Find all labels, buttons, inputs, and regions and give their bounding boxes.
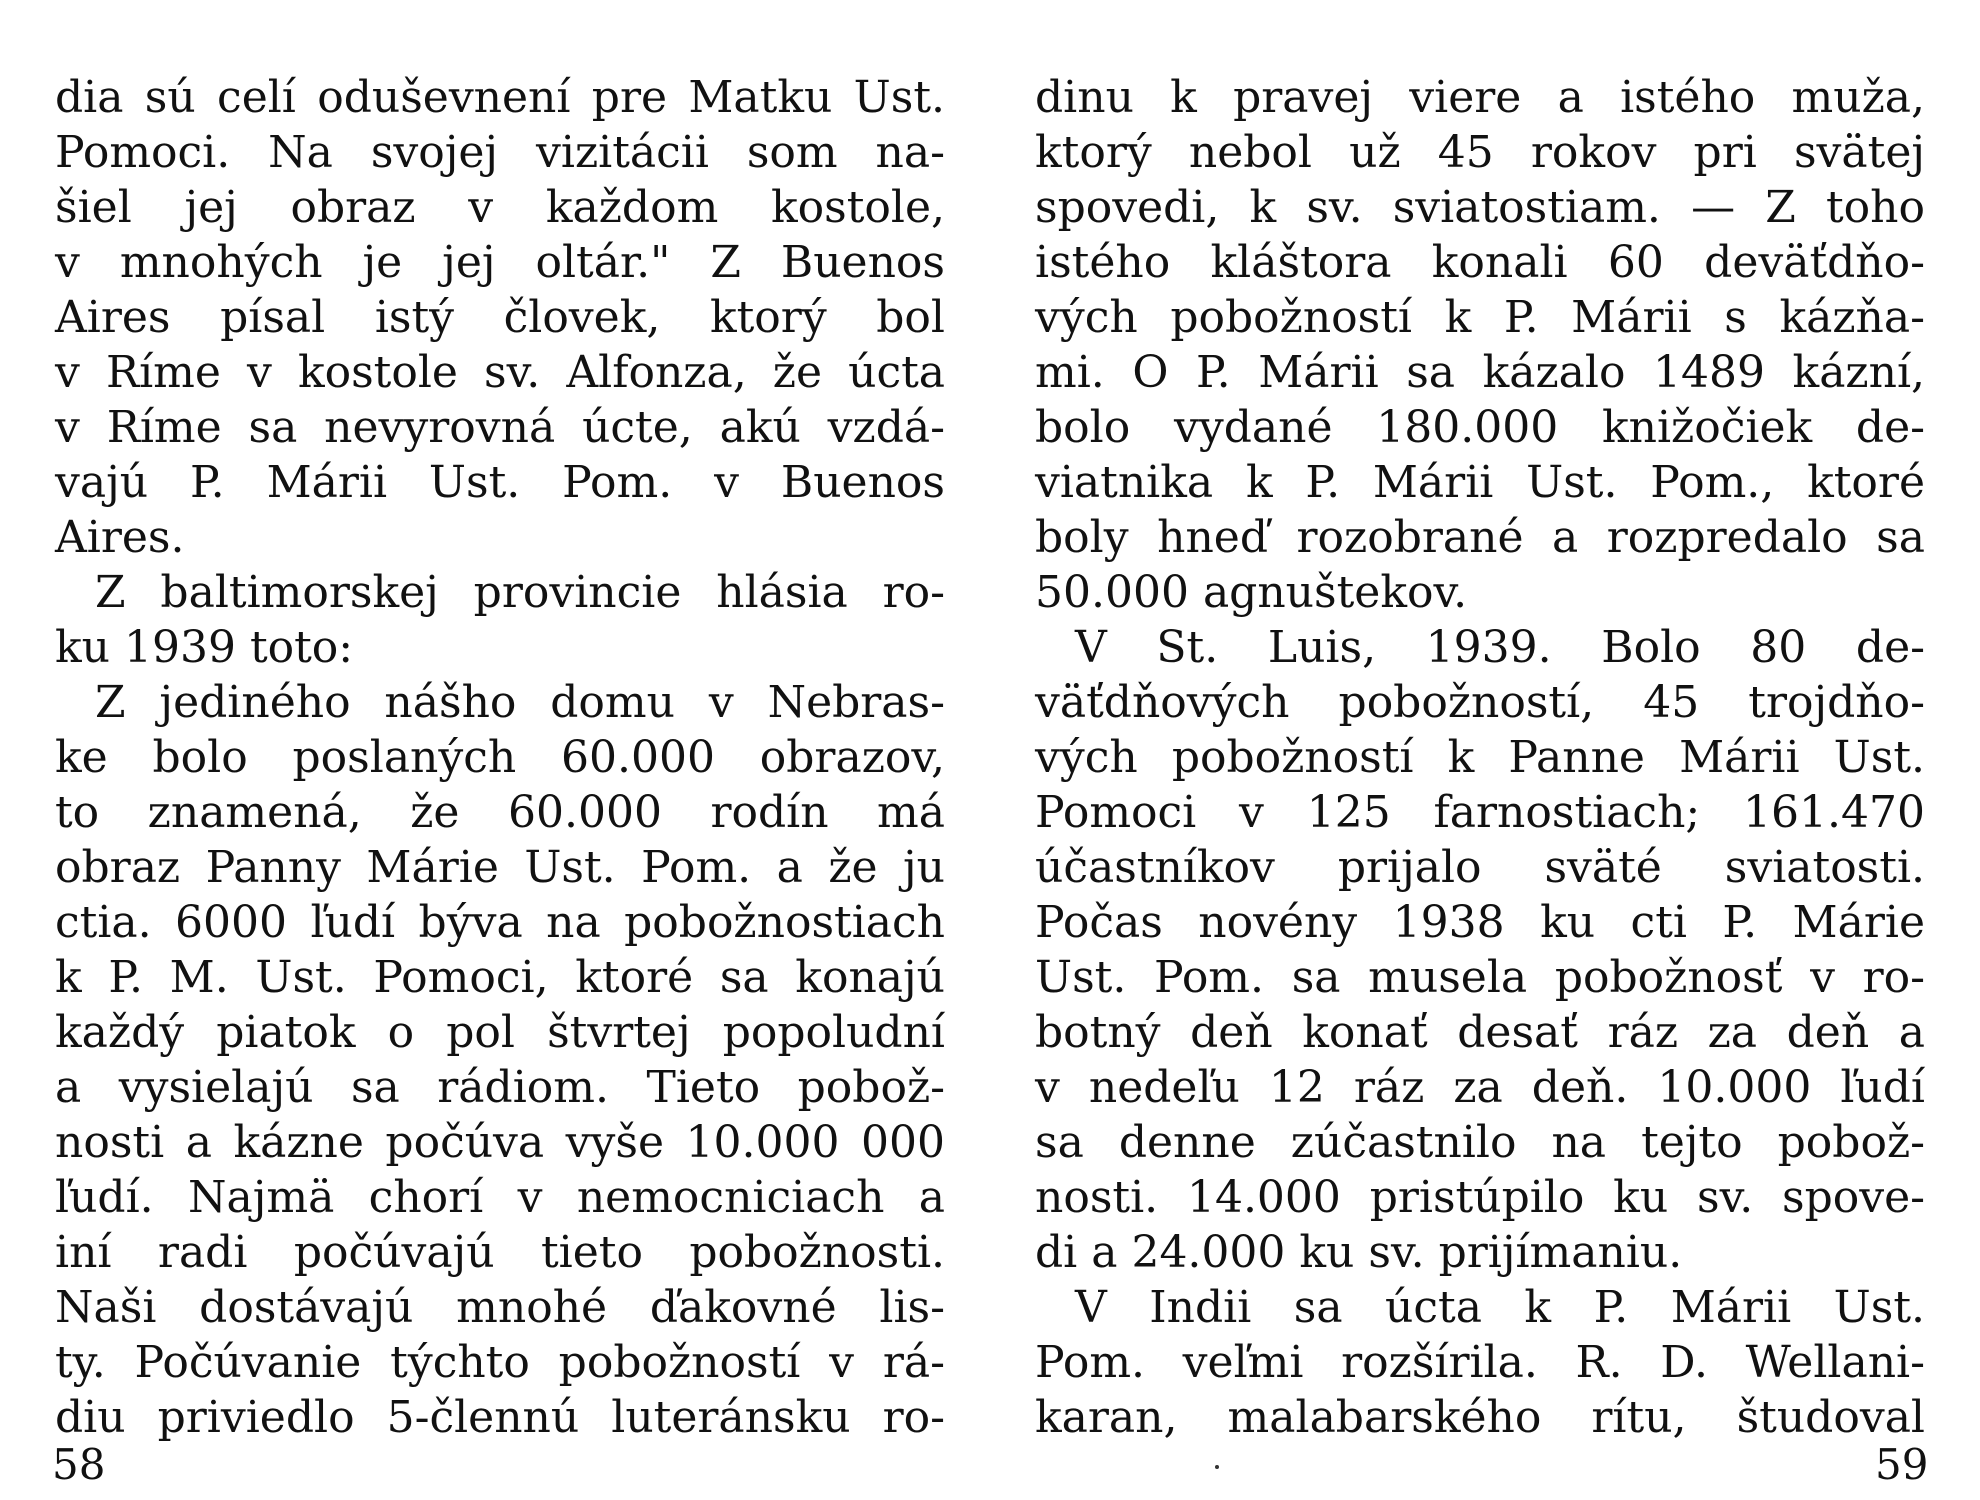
right-page-text: [1035, 70, 1925, 1445]
text-line: Pom. veľmi rozšírila. R. D. Wellani-: [1035, 1337, 1925, 1388]
text-line: botný deň konať desať ráz za deň a: [1035, 1007, 1925, 1058]
text-line: každý piatok o pol štvrtej popoludní: [55, 1007, 945, 1058]
text-line: Ust. Pom. sa musela pobožnosť v ro-: [1035, 952, 1925, 1003]
text-line: vých pobožností k Panne Márii Ust.: [1035, 732, 1925, 783]
text-line: sa denne zúčastnilo na tejto pobož-: [1035, 1117, 1925, 1168]
text-line: obraz Panny Márie Ust. Pom. a že ju: [55, 842, 945, 893]
text-line: väťdňových pobožností, 45 trojdňo-: [1035, 677, 1925, 728]
text-line: Aires.: [55, 512, 185, 563]
text-line: k P. M. Ust. Pomoci, ktoré sa konajú: [55, 952, 945, 1003]
text-line: v Ríme sa nevyrovná úcte, akú vzdá-: [55, 402, 945, 453]
text-line: 50.000 agnuštekov.: [1035, 567, 1468, 618]
text-line: ctia. 6000 ľudí býva na pobožnostiach: [55, 897, 945, 948]
text-line: Naši dostávajú mnohé ďakovné lis-: [55, 1282, 945, 1333]
text-line: ľudí. Najmä chorí v nemocniciach a: [55, 1172, 945, 1223]
text-line: karan, malabarského rítu, študoval: [1035, 1392, 1925, 1443]
text-line: ku 1939 toto:: [55, 622, 354, 673]
text-line: dinu k pravej viere a istého muža,: [1035, 72, 1925, 123]
left-page-text: [55, 70, 945, 1445]
page-number: 59: [1875, 1440, 1929, 1489]
text-line: ty. Počúvanie týchto pobožností v rá-: [55, 1337, 945, 1388]
text-line: vajú P. Márii Ust. Pom. v Buenos: [55, 457, 945, 508]
paragraph-first-line: V Indii sa úcta k P. Márii Ust.: [1075, 1282, 1925, 1333]
text-line: v nedeľu 12 ráz za deň. 10.000 ľudí: [1035, 1062, 1925, 1113]
text-line: nosti a kázne počúva vyše 10.000 000: [55, 1117, 945, 1168]
text-line: účastníkov prijalo sväté sviatosti.: [1035, 842, 1925, 893]
text-line: vých pobožností k P. Márii s kázňa-: [1035, 292, 1925, 343]
text-line: Pomoci. Na svojej vizitácii som na-: [55, 127, 945, 178]
text-line: a vysielajú sa rádiom. Tieto pobož-: [55, 1062, 945, 1113]
text-line: di a 24.000 ku sv. prijímaniu.: [1035, 1227, 1683, 1278]
text-line: nosti. 14.000 pristúpilo ku sv. spove-: [1035, 1172, 1925, 1223]
text-line: dia sú celí oduševnení pre Matku Ust.: [55, 72, 945, 123]
right-page: [990, 0, 1980, 1500]
text-line: Pomoci v 125 farnostiach; 161.470: [1035, 787, 1925, 838]
print-speck: [1215, 1465, 1219, 1469]
text-line: šiel jej obraz v každom kostole,: [55, 182, 945, 233]
text-line: iní radi počúvajú tieto pobožnosti.: [55, 1227, 945, 1278]
text-line: diu priviedlo 5-člennú luteránsku ro-: [55, 1392, 945, 1443]
text-line: v mnohých je jej oltár." Z Buenos: [55, 237, 945, 288]
paragraph-first-line: Z baltimorskej provincie hlásia ro-: [95, 567, 945, 618]
text-line: bolo vydané 180.000 knižočiek de-: [1035, 402, 1925, 453]
text-line: viatnika k P. Márii Ust. Pom., ktoré: [1035, 457, 1925, 508]
paragraph-first-line: Z jediného nášho domu v Nebras-: [95, 677, 945, 728]
text-line: spovedi, k sv. sviatostiam. — Z toho: [1035, 182, 1925, 233]
text-line: Aires písal istý človek, ktorý bol: [55, 292, 945, 343]
page-number: 58: [52, 1440, 106, 1489]
text-line: boly hneď rozobrané a rozpredalo sa: [1035, 512, 1925, 563]
text-line: ktorý nebol už 45 rokov pri svätej: [1035, 127, 1925, 178]
text-line: v Ríme v kostole sv. Alfonza, že úcta: [55, 347, 945, 398]
text-line: Počas novény 1938 ku cti P. Márie: [1035, 897, 1925, 948]
text-line: istého kláštora konali 60 deväťdňo-: [1035, 237, 1925, 288]
text-line: mi. O P. Márii sa kázalo 1489 kázní,: [1035, 347, 1925, 398]
text-line: ke bolo poslaných 60.000 obrazov,: [55, 732, 945, 783]
paragraph-first-line: V St. Luis, 1939. Bolo 80 de-: [1075, 622, 1925, 673]
text-line: to znamená, že 60.000 rodín má: [55, 787, 945, 838]
